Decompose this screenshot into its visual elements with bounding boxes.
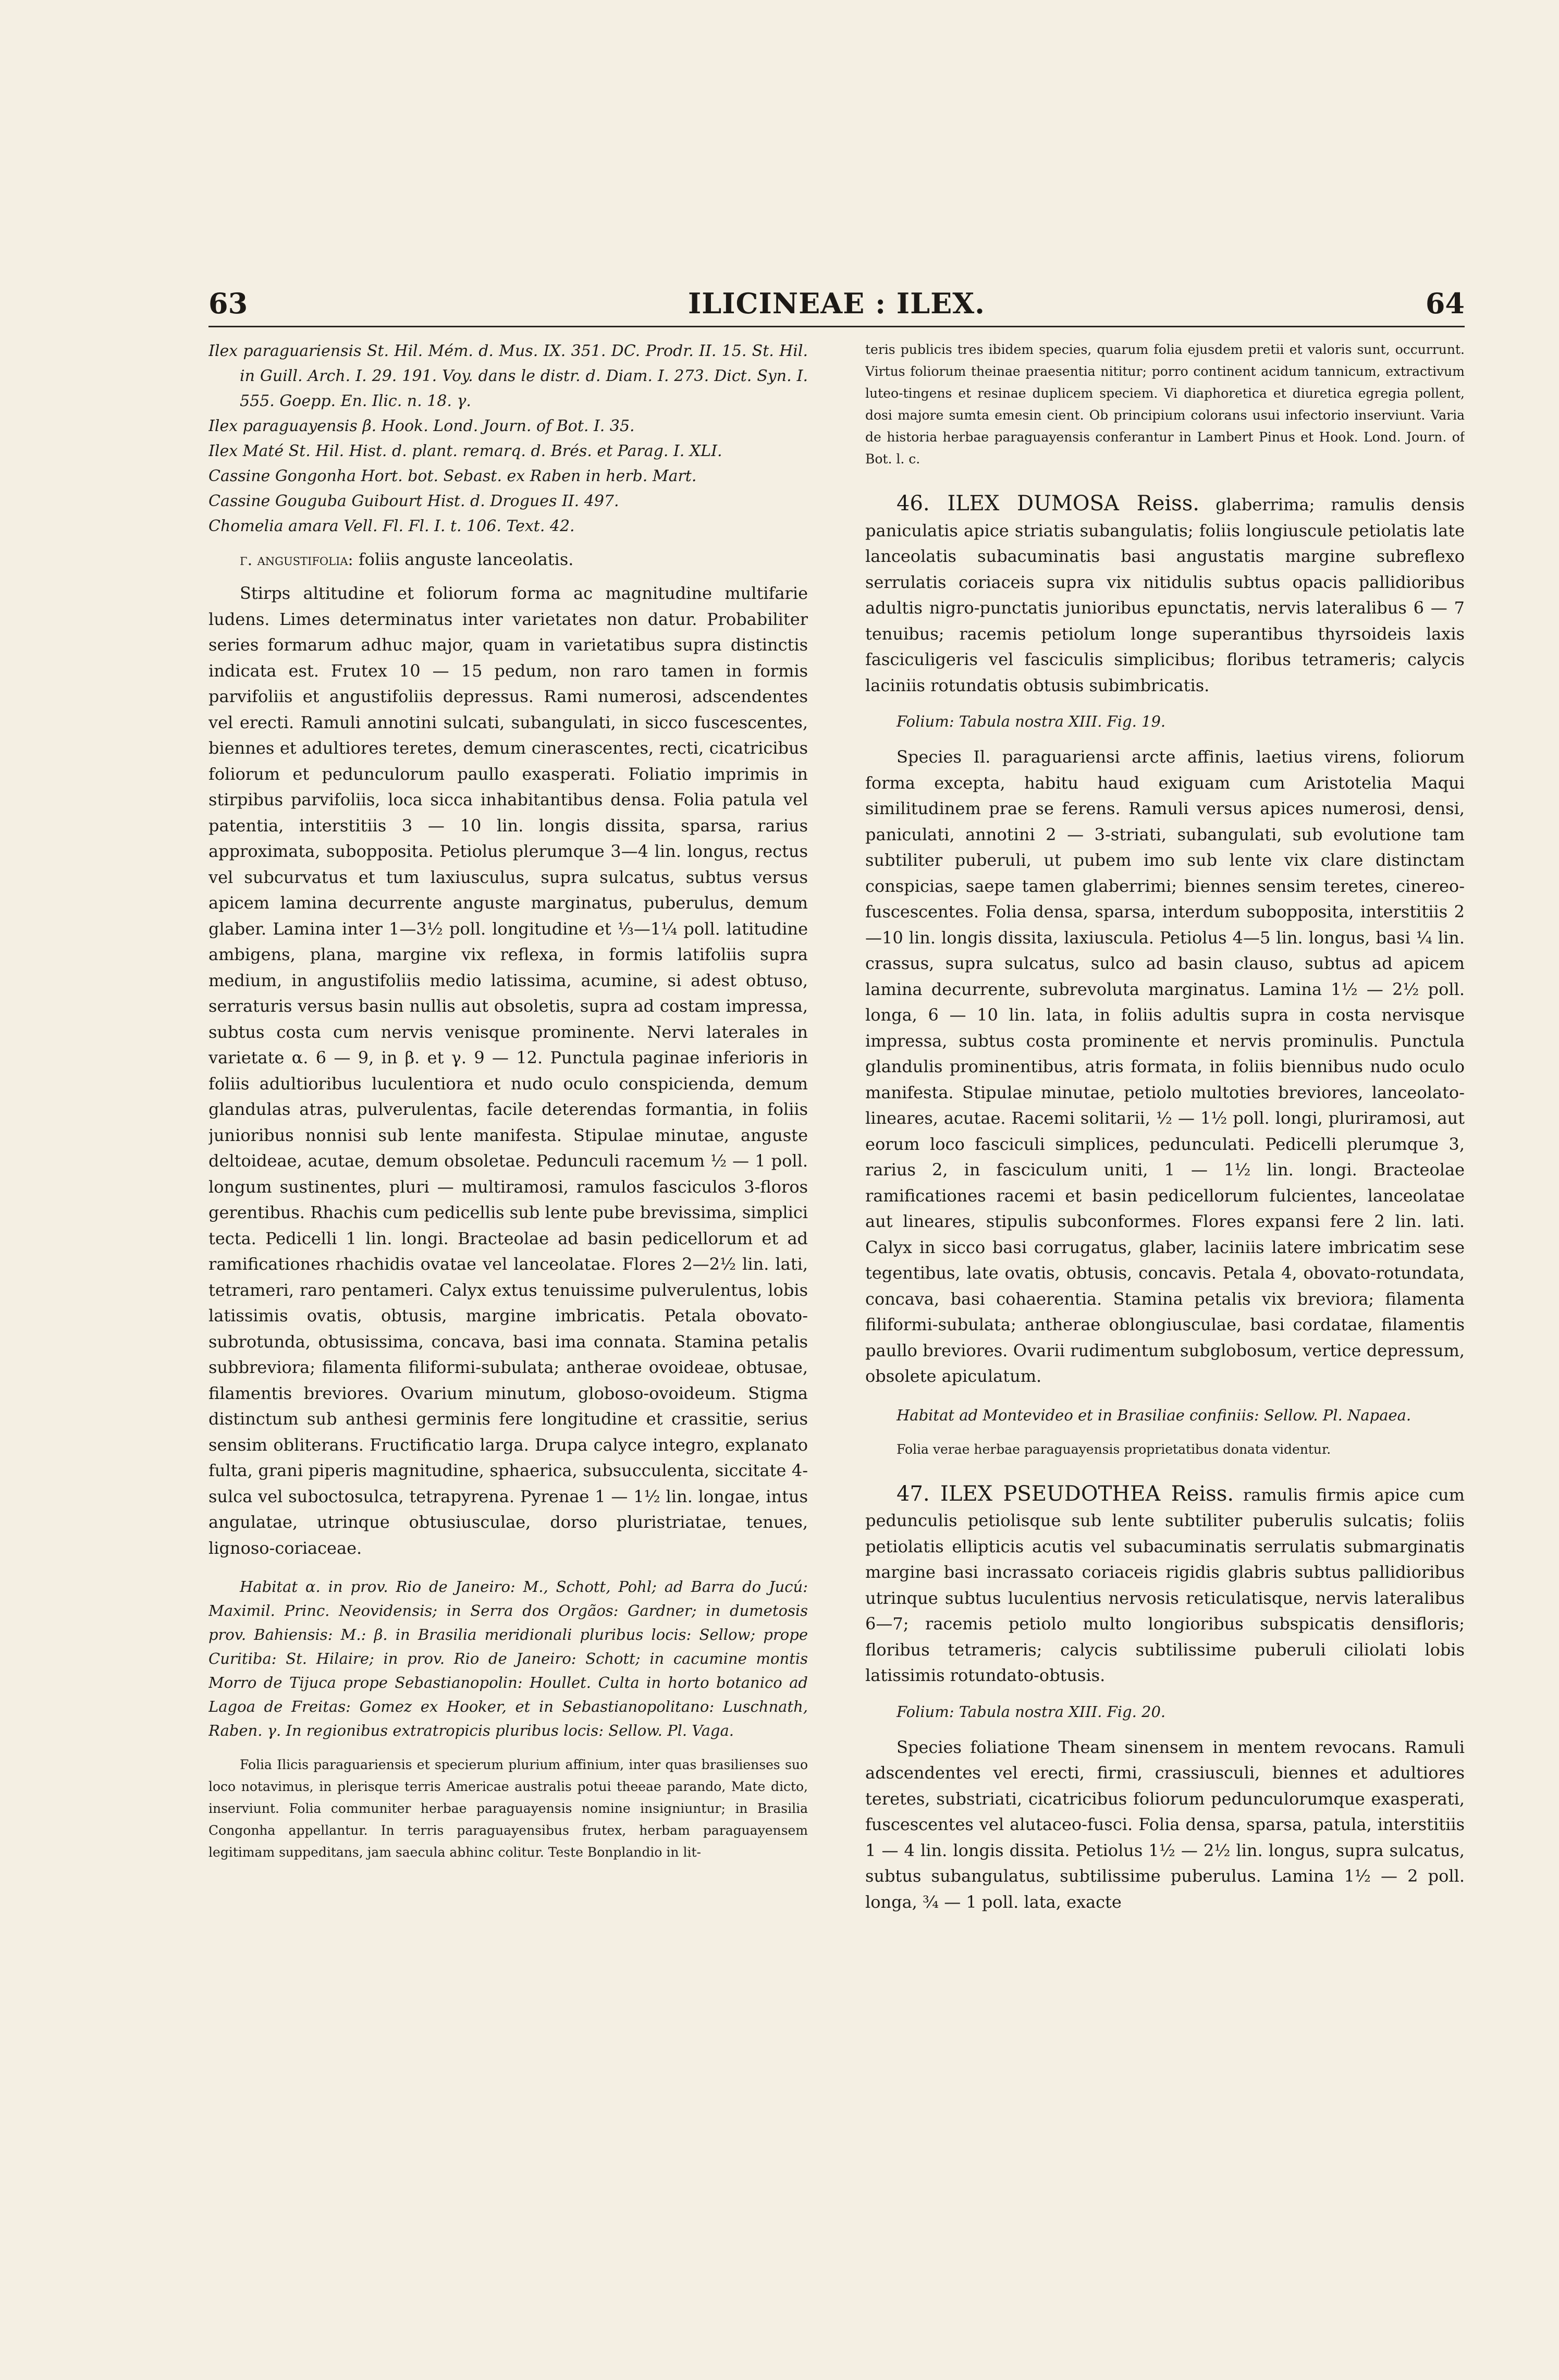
synonym-line: Cassine Gongonha Hort. bot. Sebast. ex Raben in herb. Mart. [208, 467, 697, 485]
left-column [208, 339, 808, 2361]
species-46-note: Folia verae herbae paraguayensis proprietatibus donata videntur. [897, 1441, 1331, 1457]
species-46-plate-ref: Folium: Tabula nostra XIII. Fig. 19. [897, 713, 1166, 730]
running-title: ILICINEAE : ILEX. [688, 287, 985, 320]
right-page-number: 64 [1425, 287, 1465, 320]
species-46-heading: 46. ILEX DUMOSA Reiss. [897, 492, 1199, 516]
running-header [208, 287, 1465, 318]
synonym-line: Chomelia amara Vell. Fl. Fl. I. t. 106. Text. 42. [208, 517, 575, 535]
species-46-habitat: Habitat ad Montevideo et in Brasiliae confiniis: Sellow. Pl. Napaea. [897, 1406, 1411, 1424]
synonym-line: Ilex paraguayensis β. Hook. Lond. Journ. of Bot. I. 35. [208, 417, 635, 435]
usage-note: Folia Ilicis paraguariensis et specierum plurium affinium, inter quas brasilienses suo loco notavimus, in plerisque terris Americae australis potui theeae parando, Mate dicto, inserviunt. Folia communiter herbae paraguayensis nomine insigniuntur; in Brasilia Congonha appellantur. In terris paraguayensibus frutex, herbam paraguayensem legitimam suppeditans, jam saecula abhinc colitur. Teste Bonplandio in lit- [208, 1757, 808, 1860]
species-47-entry [865, 1481, 1465, 1689]
species-46-diagnosis: glaberrima; ramulis densis paniculatis apice striatis subangulatis; foliis longiuscule petiolatis late lanceolatis subacuminatis basi angustatis margine subreflexo serrulatis coriaceis supra vix nitidulis subtus opacis pallidioribus adultis nigro-punctatis junioribus epunctatis, nervis lateralibus 6 — 7 tenuibus; racemis petiolum longe superantibus thyrsoideis laxis fasciculigeris vel fasciculis simplicibus; floribus tetrameris; calycis laciniis rotundatis obtusis subimbricatis. [865, 495, 1465, 695]
species-description: Stirps altitudine et foliorum forma ac magnitudine multifarie ludens. Limes determinatus inter varietates non datur. Probabiliter series formarum adhuc major, quam in varietatibus supra distinctis indicata est. Frutex 10 — 15 pedum, non raro tamen in formis parvifoliis et angustifoliis depressus. Rami numerosi, adscendentes vel erecti. Ramuli annotini sulcati, subangulati, in sicco fuscescentes, biennes et adultiores teretes, demum cinerascentes, recti, cicatricibus foliorum et pedunculorum paullo exasperati. Foliatio imprimis in stirpibus parvifoliis, loca sicca inhabitantibus densa. Folia patula vel patentia, interstitiis 3 — 10 lin. longis dissita, sparsa, rarius approximata, subopposita. Petiolus plerumque 3—4 lin. longus, rectus vel subcurvatus et tum laxiusculus, supra sulcatus, subtus versus apicem lamina decurrente anguste marginatus, puberulus, demum glaber. Lamina inter 1—3½ poll. longitudine et ⅓—1¼ poll. latitudine ambigens, plana, margine vix reflexa, in formis latifoliis supra medium, in angustifoliis medio latissima, acumine, si adest obtuso, serraturis versus basin nullis aut obsoletis, supra ad costam impressa, subtus costa cum nervis venisque prominente. Nervi laterales in varietate α. 6 — 9, in β. et γ. 9 — 12. Punctula paginae inferioris in foliis adultioribus luculentiora et nudo oculo conspicienda, demum glandulas atras, pulverulentas, facile deterendas formantia, in foliis junioribus nonnisi sub lente manifesta. Stipulae minutae, anguste deltoideae, acutae, demum obsoletae. Pedunculi racemum ½ — 1 poll. longum sustinentes, pluri — multiramosi, ramulos fasciculos 3-floros gerentibus. Rhachis cum pedicellis sub lente pube brevissima, simplici tecta. Pedicelli 1 lin. longi. Bracteolae ad basin pedicellorum et ad ramificationes rhachidis ovatae vel lanceolatae. Flores 2—2½ lin. lati, tetrameri, raro pentameri. Calyx extus tenuissime pulverulentus, lobis latissimis ovatis, obtusis, margine imbricatis. Petala obovato-subrotunda, obtusissima, concava, basi ima connata. Stamina petalis subbreviora; filamenta filiformi-subulata; antherae ovoideae, obtusae, filamentis breviores. Ovarium minutum, globoso-ovoideum. Stigma distinctum sub anthesi germinis fere longitudine et crassitie, serius sensim obliterans. Fructificatio larga. Drupa calyce integro, explanato fulta, grani piperis magnitudine, sphaerica, subsucculenta, siccitate 4-sulca vel suboctosulca, tetrapyrena. Pyrenae 1 — 1½ lin. longae, intus angulatae, utrinque obtusiusculae, dorso pluristriatae, tenues, lignoso-coriaceae. [208, 583, 808, 1558]
species-47-description: Species foliatione Theam sinensem in mentem revocans. Ramuli adscendentes vel erecti, firmi, crassiusculi, biennes et adultiores teretes, substriati, cicatricibus foliorum pedunculorumque exasperati, fuscescentes vel alutaceo-fusci. Folia densa, sparsa, patula, interstitiis 1 — 4 lin. longis dissita. Petiolus 1½ — 2½ lin. longus, supra sulcatus, subtus subangulatus, subtilissime puberulus. Lamina 1½ — 2 poll. longa, ¾ — 1 poll. lata, exacte [865, 1737, 1465, 1912]
variety-entry [240, 546, 808, 573]
left-page-number: 63 [208, 287, 248, 320]
synonym-line: Cassine Gouguba Guibourt Hist. d. Drogues II. 497. [208, 492, 619, 510]
habitat-paragraph: Habitat α. in prov. Rio de Janeiro: M., Schott, Pohl; ad Barra do Jucú: Maximil. Princ. Neovidensis; in Serra dos Orgãos: Gardner; in dumetosis prov. Bahiensis: M.: β. in Brasilia meridionali pluribus locis: Sellow; prope Curitiba: St. Hilaire; in prov. Rio de Janeiro: Schott; in cacumine montis Morro de Tijuca prope Sebastianopolin: Houllet. Culta in horto botanico ad Lagoa de Freitas: Gomez ex Hooker, et in Sebastianopolitano: Luschnath, Raben. γ. In regionibus extratropicis pluribus locis: Sellow. Pl. Vaga. [208, 1578, 808, 1739]
species-46-entry [865, 491, 1465, 698]
species-47-plate-ref: Folium: Tabula nostra XIII. Fig. 20. [897, 1702, 1166, 1721]
right-column [865, 339, 1465, 2361]
synonym-line: Ilex Maté St. Hil. Hist. d. plant. remarq. d. Brés. et Parag. I. XLI. [208, 442, 722, 460]
header-rule [208, 326, 1465, 327]
species-46-description: Species Il. paraguariensi arcte affinis, laetius virens, foliorum forma excepta, habitu haud exiguam cum Aristotelia Maqui similitudinem prae se ferens. Ramuli versus apices numerosi, densi, paniculati, annotini 2 — 3-striati, subangulati, sub evolutione tam subtiliter puberuli, ut pubem imo sub lente vix clare distinctam conspicias, saepe tamen glaberrimi; biennes sensim teretes, cinereo-fuscescentes. Folia densa, sparsa, interdum subopposita, interstitiis 2—10 lin. longis dissita, laxiuscula. Petiolus 4—5 lin. longus, basi ¼ lin. crassus, supra sulcatus, sulco ad basin clauso, subtus ad apicem lamina decurrente, subrevoluta marginatus. Lamina 1½ — 2½ poll. longa, 6 — 10 lin. lata, in foliis adultis supra in costa nervisque impressa, subtus costa prominente et nervis prominulis. Punctula glandulis prominentibus, atris formata, in foliis biennibus nudo oculo manifesta. Stipulae minutae, petiolo multoties breviores, lanceolato-lineares, acutae. Racemi solitarii, ½ — 1½ poll. longi, pluriramosi, aut eorum loco fasciculi simplices, pedunculati. Pedicelli plerumque 3, rarius 2, in fasciculum uniti, 1 — 1½ lin. longi. Bracteolae ramificationes racemi et basin pedicellorum fulcientes, lanceolatae aut lineares, stipulis subconformes. Flores expansi fere 2 lin. lati. Calyx in sicco basi corrugatus, glaber, laciniis latere imbricatim sese tegentibus, late ovatis, obtusis, concavis. Petala 4, obovato-rotundata, concava, basi cohaerentia. Stamina petalis vix breviora; filamenta filiformi-subulata; antherae oblongiusculae, basi cordatae, filamentis paullo breviores. Ovarii rudimentum subglobosum, vertice depressum, obsolete apiculatum. [865, 747, 1465, 1386]
usage-note-continued: teris publicis tres ibidem species, quarum folia ejusdem pretii et valoris sunt, occurrunt. Virtus foliorum theinae praesentia nititur; porro continent acidum tannicum, extractivum luteo-tingens et resinae duplicem speciem. Vi diaphoretica et diuretica egregia pollent, dosi majore sumta emesin cient. Ob principium colorans usui infectorio inserviunt. Varia de historia herbae paraguayensis conferantur in Lambert Pinus et Hook. Lond. Journ. of Bot. l. c. [865, 342, 1465, 467]
synonym-line: Ilex paraguariensis St. Hil. Mém. d. Mus. IX. 351. DC. Prodr. II. 15. St. Hil. in Guill. Arch. I. 29. 191. Voy. dans le distr. d. Diam. I. 273. Dict. Syn. I. 555. Goepp. En. Ilic. n. 18. γ. [208, 342, 808, 410]
variety-text: foliis anguste lanceolatis. [353, 549, 574, 569]
species-47-heading: 47. ILEX PSEUDOTHEA Reiss. [897, 1481, 1234, 1506]
species-47-diagnosis: ramulis firmis apice cum pedunculis petiolisque sub lente subtiliter puberulis sulcatis; foliis petiolatis ellipticis acutis vel subacuminatis serrulatis submarginatis margine basi incrassato coriaceis rigidis glabris subtus pallidioribus utrinque subtus luculentius nervosis reticulatisque, nervis lateralibus 6—7; racemis petiolo multo longioribus subspicatis densifloris; floribus tetrameris; calycis subtilissime puberuli ciliolati lobis latissimis rotundato-obtusis. [865, 1485, 1465, 1685]
variety-label: γ. angustifolia: [240, 551, 353, 569]
